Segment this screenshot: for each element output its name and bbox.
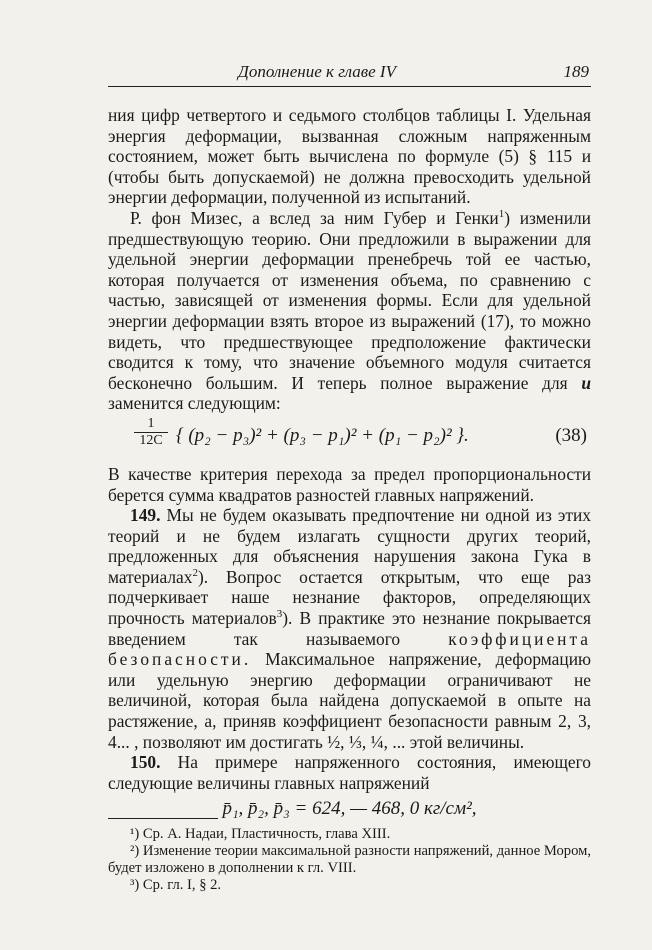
- paragraph-4-part-d: Максимальное напряжение, деформацию или удельную энергию деформации ограничивают не величиной, которая была найдена допускаемой в опыте на растяжение, а, приняв коэффициент безопасности равным 2, 3, 4... , позволяют им достигать ½, ⅓, ¼, ... этой величины.: [108, 649, 591, 752]
- principal-stresses-expression: p̄₁, p̄₂, p̄₃ = 624, — 468, 0 кг/см²,: [222, 798, 477, 820]
- paragraph-4-part-c: ). В практике это незнание покрывается введением так называемого: [108, 608, 591, 649]
- spaced-term: коэффициента безопасности.: [108, 628, 591, 670]
- paragraph-4-part-a: Мы не будем оказывать предпочтение ни одной из этих теорий и не будем излагать сущности других теорий, предложенных для объяснения нарушения закона Гука в материалах: [108, 505, 591, 587]
- paragraph-1: ния цифр четвертого и седьмого столбцов таблицы I. Удельная энергия деформации, вызванная сложным напряженным состоянием, может быть вычислена по формуле (5) § 115 и (чтобы быть допускаемой) не должна превосходить удельной энергии деформации, полученной из испытаний.: [108, 105, 591, 208]
- paragraph-3: В качестве критерия перехода за предел пропорциональности берется сумма квадратов разностей главных напряжений.: [108, 463, 591, 505]
- page-number: 189: [563, 62, 589, 81]
- fraction-denominator: 12C: [139, 432, 163, 448]
- paragraph-4-part-b: ). Вопрос остается открытым, что еще раз подчеркивает наше незнание факторов, определяющих прочность материалов: [108, 566, 591, 629]
- footnotes: [108, 826, 591, 894]
- formula-38: [108, 416, 591, 464]
- fraction: [134, 416, 168, 449]
- section-number-150: 150.: [130, 752, 161, 773]
- footnote-ref-1: 1: [498, 208, 505, 221]
- section-number-149: 149.: [130, 505, 161, 526]
- footnote-divider: [108, 818, 218, 819]
- paragraph-5: [108, 752, 591, 793]
- main-text: [108, 105, 591, 833]
- footnote-ref-2: 2: [192, 567, 198, 580]
- footnote-2: ²) Изменение теории максимальной разности напряжений, данное Мором, будет изложено в дополнении к гл. VIII.: [108, 843, 591, 876]
- variable-u: u: [581, 372, 591, 393]
- paragraph-4: [108, 505, 591, 752]
- paragraph-2-part-b: ) изменили предшествующую теорию. Они предложили в выражении для удельной энергии деформации пренебречь той ее частью, которая получается от изменения объема, по сравнению с частью, зависящей от изменения формы. Если для удельной энергии деформации взять второе из выражений (17), то можно видеть, что предшествующее предположение фактически сводится к тому, что значение объемного модуля считается бесконечно большим. И теперь полное выражение для: [108, 207, 591, 393]
- footnote-3: ³) Ср. гл. I, § 2.: [130, 877, 222, 893]
- paragraph-2: [108, 208, 591, 414]
- header-title: Дополнение к главе IV: [238, 62, 396, 81]
- footnote-ref-3: 3: [276, 608, 283, 621]
- paragraph-2-part-a: Р. фон Мизес, а вслед за ним Губер и Генки: [130, 207, 499, 228]
- paragraph-2-part-c: заменится следующим:: [108, 393, 281, 414]
- footnote-1: ¹) Ср. А. Надаи, Пластичность, глава XIII.: [130, 826, 391, 842]
- fraction-numerator: 1: [134, 416, 168, 433]
- formula-expression: { (p₂ − p₃)² + (p₃ − p₁)² + (p₁ − p₂)² }.: [176, 424, 469, 446]
- running-header: [108, 60, 591, 87]
- paragraph-5-text: На примере напряженного состояния, имеющего следующие величины главных напряжений: [108, 752, 591, 793]
- equation-number: (38): [555, 424, 587, 446]
